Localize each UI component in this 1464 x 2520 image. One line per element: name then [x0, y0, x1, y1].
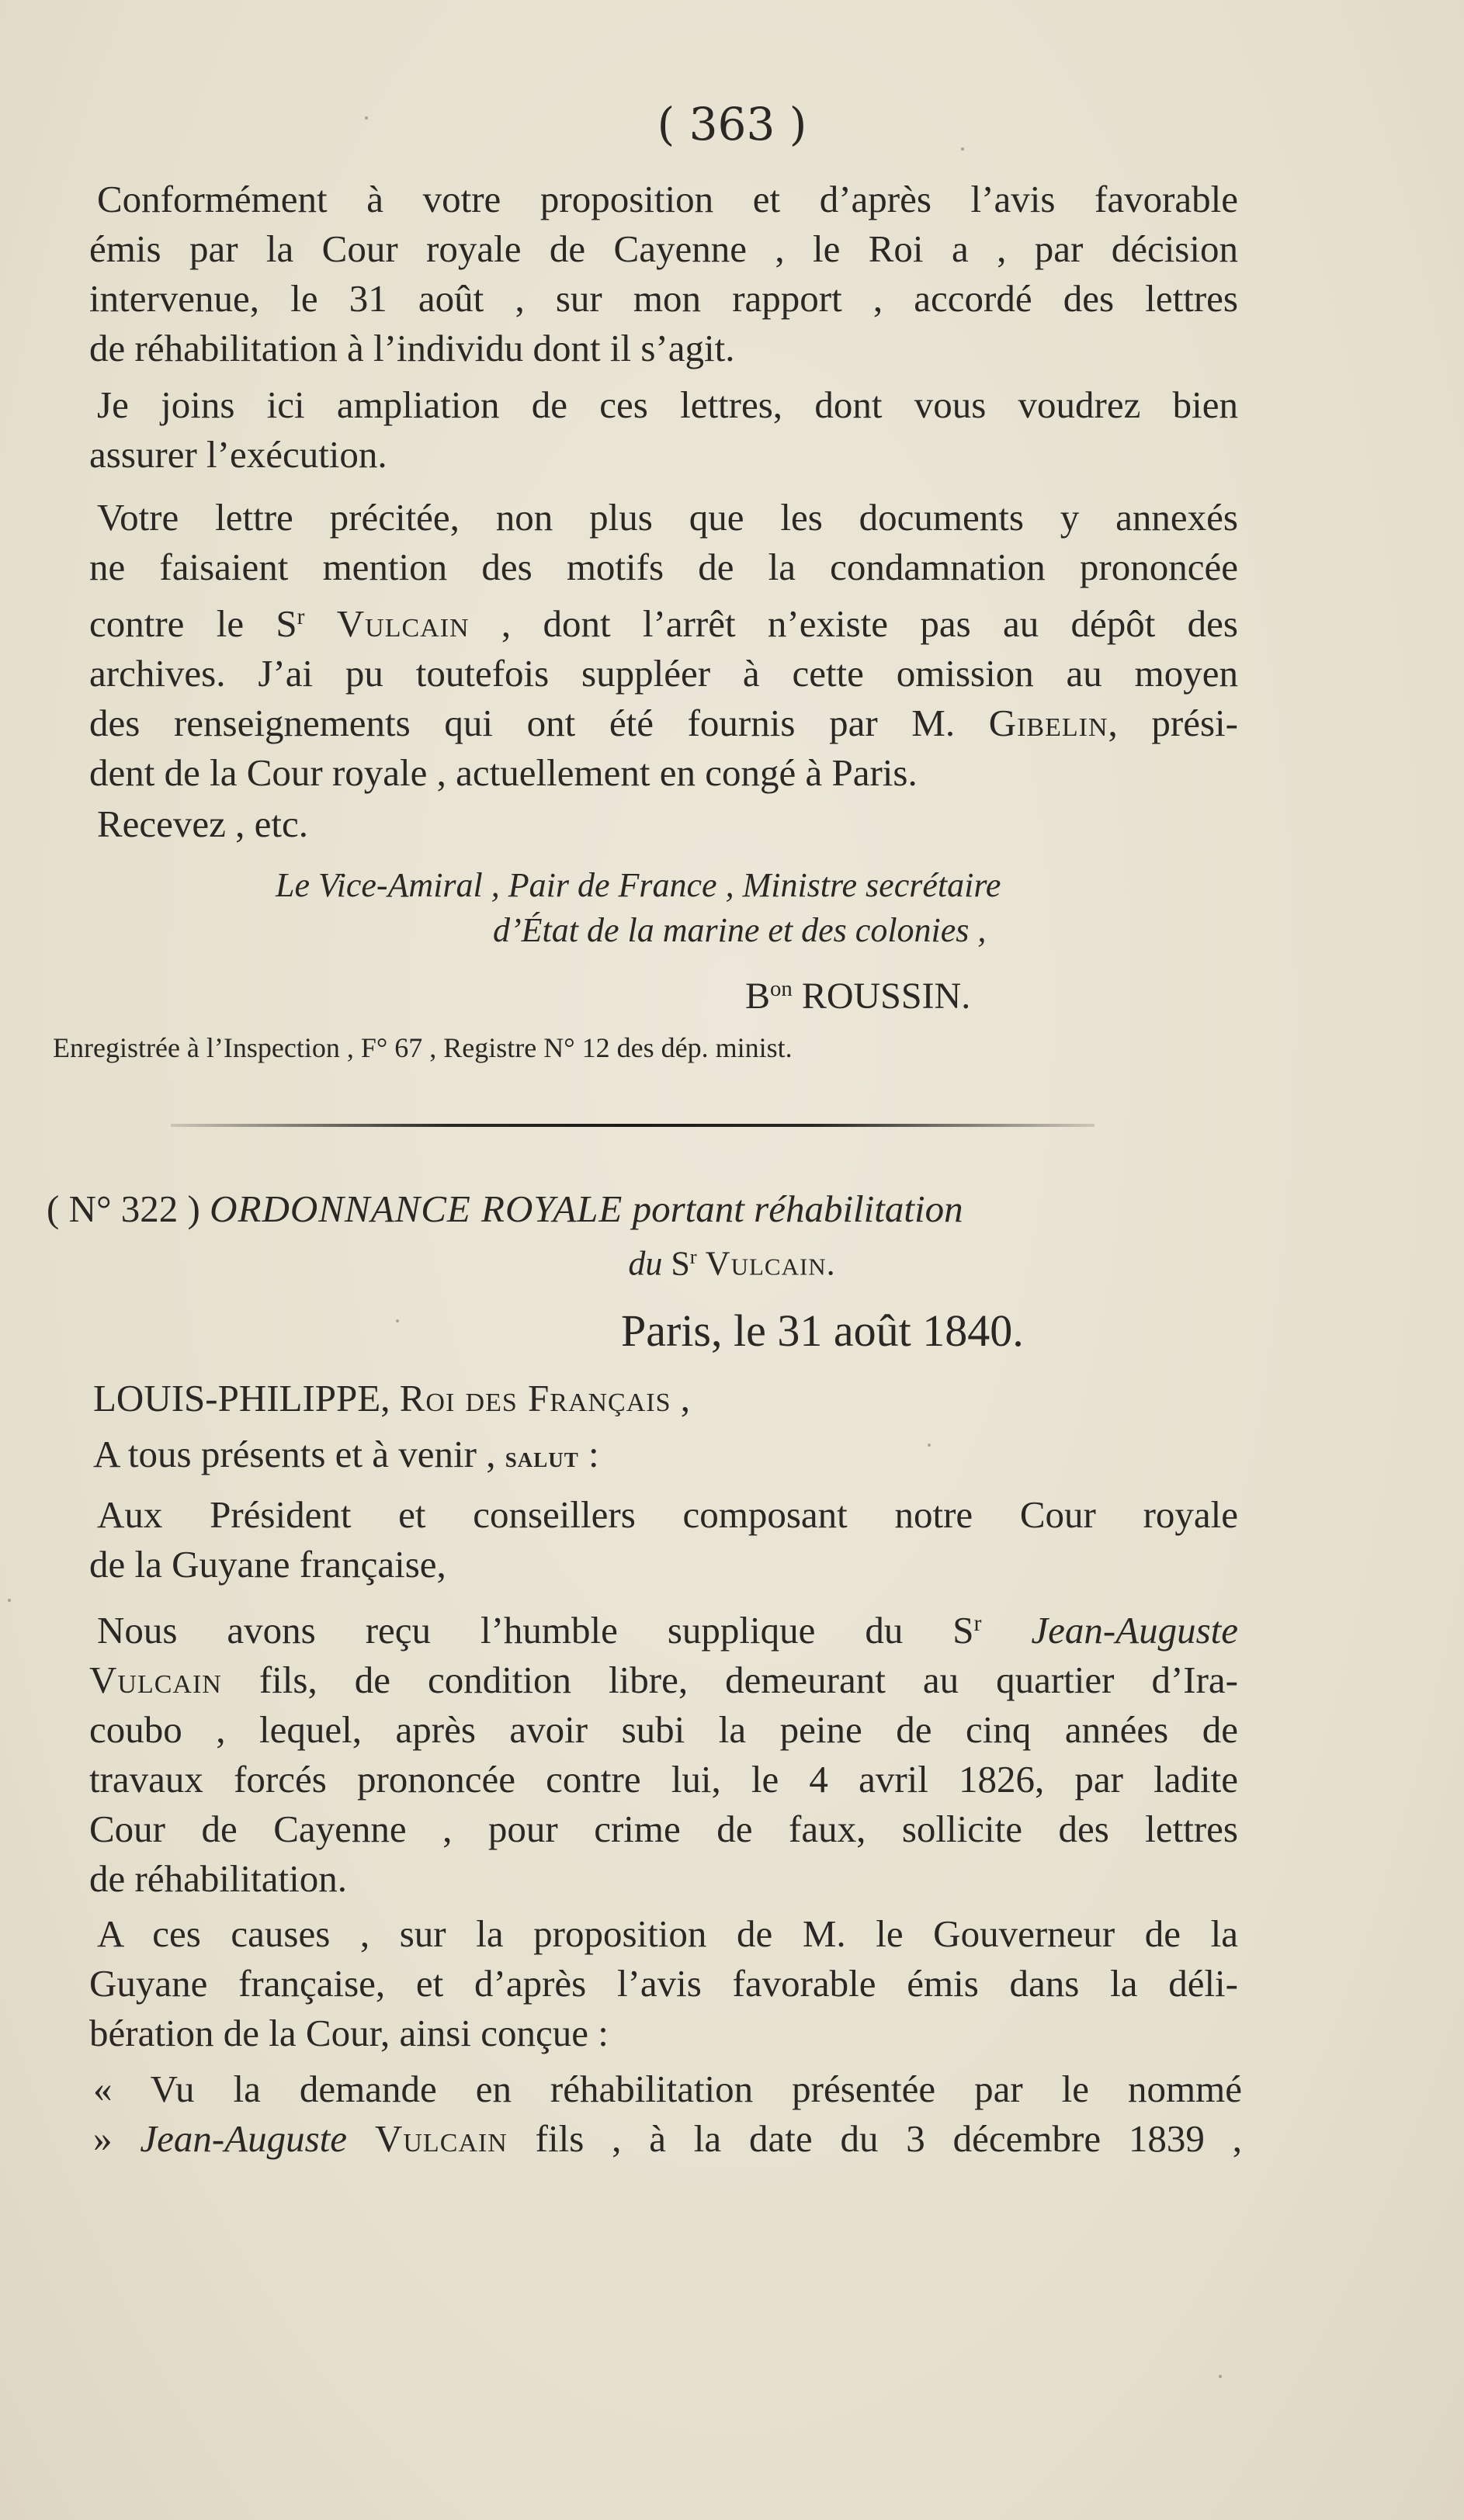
address [89, 1490, 1238, 1589]
text-line [93, 2114, 1242, 2164]
text-line [93, 1374, 1242, 1423]
text: fils , à la date du 3 décembre 1839 , [507, 2117, 1242, 2160]
speck [1219, 2375, 1222, 2378]
text: A tous présents et à venir , [93, 1433, 505, 1475]
text-line: A ces causes , sur la proposition de M. le Gouverneur de la [97, 1912, 1238, 1955]
surname: Vulcain [89, 1659, 222, 1702]
given-name: Jean-Auguste [140, 2117, 348, 2160]
text-line: dent de la Cour royale , actuellement en congé à Paris. [89, 751, 918, 795]
supplique-paragraph [89, 1599, 1238, 1904]
speck [961, 147, 964, 151]
text: » [93, 2117, 141, 2160]
signature-name [745, 965, 970, 1020]
letter-paragraph-2 [89, 380, 1238, 480]
causes-paragraph [89, 1909, 1238, 2058]
quote-paragraph [93, 2064, 1242, 2164]
text-line: Conformément à votre proposition et d’après l’avis favorable [97, 178, 1238, 220]
text-line: Cour de Cayenne , pour crime de faux, sollicite des lettres [89, 1808, 1238, 1851]
speck [396, 1319, 399, 1322]
superscript: on [770, 976, 793, 1001]
text-line: assurer l’exécution. [89, 433, 387, 476]
text-line: de la Guyane française, [89, 1543, 446, 1586]
given-name: Jean-Auguste [981, 1609, 1238, 1652]
surname: Vulcain. [696, 1244, 836, 1283]
superscript: r [297, 605, 305, 629]
ordonnance-heading [47, 1184, 1242, 1234]
text-line: de réhabilitation. [89, 1857, 347, 1901]
ordonnance-date: Paris, le 31 août 1840. [621, 1305, 1024, 1356]
surname: Vulcain [336, 602, 470, 646]
ordonnance-subtitle [0, 1234, 1464, 1287]
text-line: intervenue, le 31 août , sur mon rapport , accordé des lettres [89, 277, 1238, 320]
salut: salut [505, 1441, 579, 1474]
signature-title-1: Le Vice-Amiral , Pair de France , Ministre secrétaire [276, 866, 1001, 904]
closing-text: Recevez , etc. [97, 802, 309, 845]
text-line: bération de la Cour, ainsi conçue : [89, 2012, 609, 2054]
signature-title-2: d’État de la marine et des colonies , [493, 911, 987, 949]
surname: Vulcain [347, 2117, 508, 2160]
king-title: Roi des Français [399, 1377, 671, 1419]
text: S [662, 1244, 690, 1283]
text-line [93, 1430, 1242, 1482]
text-line: « Vu la demande en réhabilitation présentée par le nommé [93, 2068, 1242, 2110]
text-line: de réhabilitation à l’individu dont il s’agit. [89, 327, 735, 369]
registration-note: Enregistrée à l’Inspection , F° 67 , Registre N° 12 des dép. minist. [53, 1032, 793, 1063]
text-line: Guyane française, et d’après l’avis favorable émis dans la déli- [89, 1962, 1238, 2005]
text: ROUSSIN. [792, 975, 971, 1017]
text-line [89, 698, 1238, 748]
speck [928, 1444, 931, 1447]
text-line: travaux forcés prononcée contre lui, le 4 avril 1826, par ladite [89, 1758, 1238, 1801]
text-line: ne faisaient mention des motifs de la condamnation prononcée [89, 546, 1238, 588]
superscript: r [689, 1245, 697, 1268]
surname: Gibelin [988, 702, 1108, 745]
text: du [628, 1244, 663, 1283]
text-line: Votre lettre précitée, non plus que les documents y annexés [97, 496, 1238, 539]
ordonnance-number: ( N° 322 ) [47, 1187, 200, 1230]
divider-rule [171, 1124, 1095, 1127]
speck [8, 1599, 11, 1602]
text: fils, de condition libre, demeurant au quartier d’Ira- [221, 1659, 1238, 1702]
text: , [671, 1377, 691, 1419]
text: Nous avons reçu l’humble supplique du S [97, 1609, 974, 1652]
text-line [89, 1599, 1238, 1655]
text-line: archives. J’ai pu toutefois suppléer à cette omission au moyen [89, 652, 1238, 695]
text-line: Aux Président et conseillers composant notre Cour royale [97, 1493, 1238, 1536]
closing [97, 799, 1246, 849]
text-line: émis par la Cour royale de Cayenne , le Roi a , par décision [89, 227, 1238, 270]
ordonnance-title-rest: portant réhabilitation [623, 1187, 963, 1230]
ordonnance-title: ORDONNANCE ROYALE [210, 1187, 623, 1230]
salut-line [93, 1430, 1242, 1482]
letter-paragraph-3 [89, 493, 1238, 798]
text-line [89, 1655, 1238, 1705]
text: des renseignements qui ont été fournis par M. [89, 702, 989, 745]
king-line [93, 1374, 1242, 1423]
text: , prési- [1108, 702, 1238, 745]
text: B [745, 975, 771, 1017]
text: : [578, 1433, 599, 1475]
text: contre le S [89, 602, 297, 646]
speck [365, 116, 368, 120]
page-number: ( 363 ) [657, 98, 807, 151]
text-line [89, 592, 1238, 649]
text: , dont l’arrêt n’existe pas au dépôt des [469, 602, 1238, 646]
superscript: r [973, 1611, 982, 1636]
letter-paragraph-1 [89, 175, 1238, 373]
text-line: Je joins ici ampliation de ces lettres, dont vous voudrez bien [97, 383, 1238, 426]
king-name: LOUIS-PHILIPPE, [93, 1377, 400, 1419]
text-line: coubo , lequel, après avoir subi la peine de cinq années de [89, 1708, 1238, 1752]
